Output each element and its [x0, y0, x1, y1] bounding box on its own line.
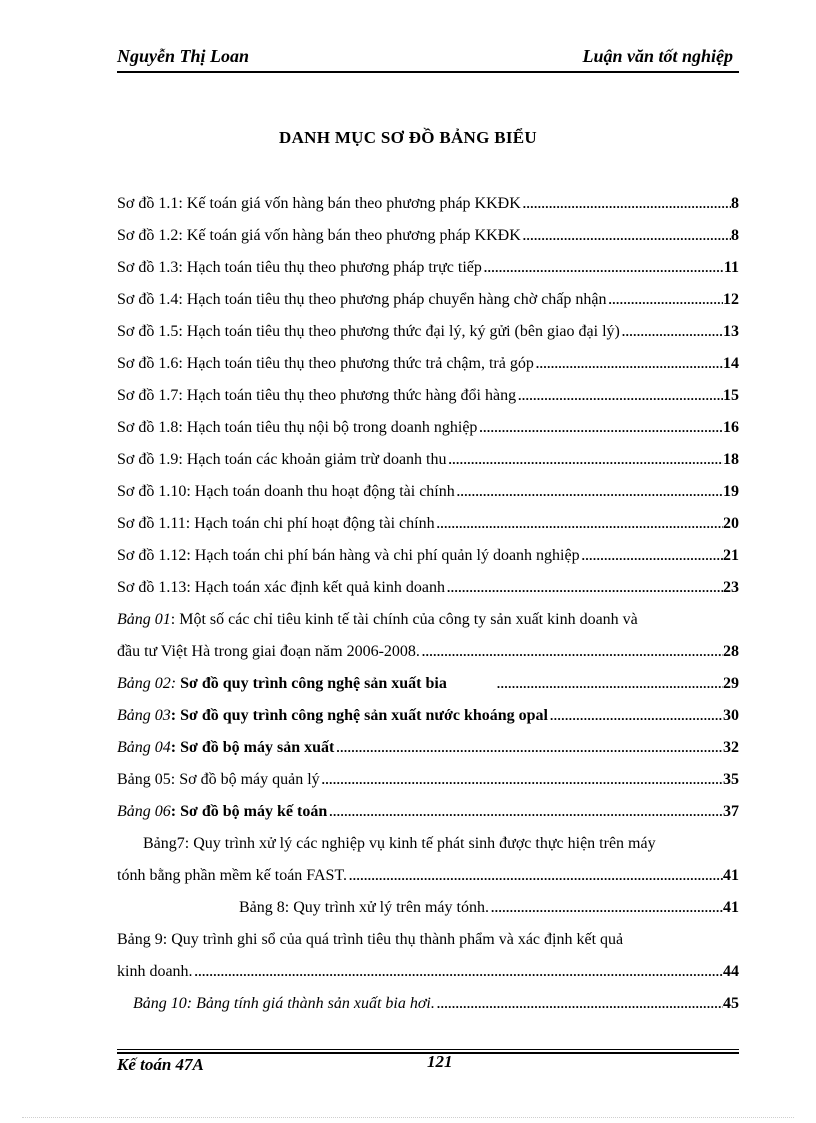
- toc-entry-bang7-line2: [117, 864, 739, 896]
- toc-entry-text: Sơ đồ 1.8: Hạch toán tiêu thụ nội bộ trong doanh nghiệp: [117, 419, 478, 436]
- toc-entry: [117, 192, 739, 224]
- toc-entry: [117, 256, 739, 288]
- toc-entry: [117, 576, 739, 608]
- toc-entry-text: Sơ đồ 1.9: Hạch toán các khoản giảm trừ doanh thu: [117, 451, 447, 468]
- leader-dots: [523, 224, 731, 248]
- leader-dots: [622, 320, 723, 344]
- toc-entry-bang01-line2: [117, 640, 739, 672]
- toc-entry: [117, 416, 739, 448]
- leader-dots: [437, 992, 723, 1016]
- toc-entry-page: 8: [731, 195, 739, 212]
- toc-entry-page: 15: [723, 387, 739, 404]
- leader-dots: [447, 576, 723, 600]
- toc-entry-page: 11: [723, 259, 739, 276]
- page-header: [117, 46, 739, 72]
- bang02-label: Bảng 02:: [117, 675, 177, 692]
- toc-entry-page: 35: [723, 771, 739, 788]
- toc-entry-page: 18: [723, 451, 739, 468]
- toc-entry-bang02: [117, 672, 739, 704]
- leader-dots: [609, 288, 724, 312]
- toc-entry-bang10: [117, 992, 739, 1024]
- toc-entry-page: 23: [723, 579, 739, 596]
- toc-entry: [117, 224, 739, 256]
- bang05-text: Bảng 05: Sơ đồ bộ máy quản lý: [117, 771, 320, 788]
- bang9-text-line1: Bảng 9: Quy trình ghi sổ của quá trình tiêu thụ thành phẩm và xác định kết quả: [117, 931, 624, 948]
- toc-entry-text: Sơ đồ 1.12: Hạch toán chi phí bán hàng và chi phí quản lý doanh nghiệp: [117, 547, 580, 564]
- leader-dots: [329, 800, 723, 824]
- header-author: Nguyễn Thị Loan: [117, 46, 250, 66]
- leader-dots: [523, 192, 731, 216]
- toc-entry-page: 32: [723, 739, 739, 756]
- bang01-label: Bảng 01: [117, 611, 171, 628]
- toc-entry-page: 41: [723, 867, 739, 884]
- bang01-text-line2: đầu tư Việt Hà trong giai đoạn năm 2006-2008.: [117, 643, 420, 660]
- toc-entry-bang04: [117, 736, 739, 768]
- toc-entry-bang9-line2: [117, 960, 739, 992]
- toc-entry-bang9-line1: [117, 928, 739, 960]
- bang03-text: : Sơ đồ quy trình công nghệ sản xuất nước khoáng opal: [170, 707, 548, 724]
- toc-entry-bang05: [117, 768, 739, 800]
- toc-entry-page: 41: [723, 899, 739, 916]
- toc-entry: [117, 448, 739, 480]
- toc-entry-bang7-line1: [117, 832, 739, 864]
- toc-entry: [117, 480, 739, 512]
- toc-entry-page: 29: [723, 675, 739, 692]
- toc-entry-text: Sơ đồ 1.5: Hạch toán tiêu thụ theo phương thức đại lý, ký gửi (bên giao đại lý): [117, 323, 620, 340]
- footer-class: Kế toán 47A: [117, 1055, 204, 1074]
- toc-entry-text: Sơ đồ 1.7: Hạch toán tiêu thụ theo phương thức hàng đổi hàng: [117, 387, 517, 404]
- toc-entry-page: 30: [723, 707, 739, 724]
- bang7-text-line2: tónh bằng phần mềm kế toán FAST.: [117, 867, 348, 884]
- bang06-label: Bảng 06: [117, 803, 171, 820]
- toc-entry-text: Sơ đồ 1.13: Hạch toán xác định kết quả kinh doanh: [117, 579, 445, 596]
- toc-entry-page: 19: [723, 483, 739, 500]
- leader-dots: [336, 736, 723, 760]
- leader-dots: [195, 960, 723, 984]
- header-doc-type: Luận văn tốt nghiệp: [582, 46, 733, 66]
- leader-dots: [484, 256, 724, 280]
- bang9-text-line2: kinh doanh.: [117, 963, 193, 980]
- leader-dots: [518, 384, 723, 408]
- toc-entry: [117, 288, 739, 320]
- leader-dots: [422, 640, 723, 664]
- toc-entry-bang03: [117, 704, 739, 736]
- bang01-text-line1: : Một số các chỉ tiêu kinh tế tài chính của công ty sản xuất kinh doanh và: [170, 611, 638, 628]
- toc-entry-page: 20: [723, 515, 739, 532]
- page-edge-dots: [22, 1117, 794, 1118]
- leader-dots: [479, 416, 723, 440]
- toc-entry-page: 12: [723, 291, 739, 308]
- toc-entry-bang8: [117, 896, 739, 928]
- header-divider: [117, 71, 739, 73]
- leader-dots: [491, 896, 723, 920]
- toc-entry: [117, 512, 739, 544]
- toc-entry-text: Sơ đồ 1.6: Hạch toán tiêu thụ theo phương thức trả chậm, trả góp: [117, 355, 534, 372]
- toc-entry-page: 44: [723, 963, 739, 980]
- bang10-text: Bảng 10: Bảng tính giá thành sản xuất bia hơi.: [133, 995, 435, 1012]
- toc-entry: [117, 352, 739, 384]
- leader-dots: [550, 704, 723, 728]
- toc-entry-page: 13: [723, 323, 739, 340]
- leader-dots: [437, 512, 723, 536]
- leader-dots: [497, 672, 723, 696]
- bang7-text-line1: Bảng7: Quy trình xử lý các nghiệp vụ kinh tế phát sinh được thực hiện trên máy: [143, 835, 656, 852]
- bang04-label: Bảng 04: [117, 739, 171, 756]
- toc-entry-text: Sơ đồ 1.3: Hạch toán tiêu thụ theo phương pháp trực tiếp: [117, 259, 482, 276]
- bang06-text: : Sơ đồ bộ máy kế toán: [170, 803, 328, 820]
- table-of-figures: [117, 192, 739, 1024]
- leader-dots: [536, 352, 723, 376]
- toc-entry: [117, 544, 739, 576]
- bang04-text: : Sơ đồ bộ máy sản xuất: [170, 739, 335, 756]
- bang02-text: Sơ đồ quy trình công nghệ sản xuất bia: [176, 675, 447, 692]
- toc-entry-page: 45: [723, 995, 739, 1012]
- toc-entry-page: 21: [723, 547, 739, 564]
- toc-entry-text: Sơ đồ 1.10: Hạch toán doanh thu hoạt động tài chính: [117, 483, 455, 500]
- leader-dots: [449, 448, 724, 472]
- bang8-text: Bảng 8: Quy trình xử lý trên máy tónh.: [239, 899, 489, 916]
- leader-dots: [322, 768, 723, 792]
- toc-entry-page: 16: [723, 419, 739, 436]
- toc-entry-bang01-line1: [117, 608, 739, 640]
- leader-dots: [457, 480, 723, 504]
- toc-entry-text: Sơ đồ 1.2: Kế toán giá vốn hàng bán theo phương pháp KKĐK: [117, 227, 521, 244]
- toc-entry-bang06: [117, 800, 739, 832]
- footer-page-number: 121: [427, 1052, 453, 1071]
- toc-entry-page: 14: [723, 355, 739, 372]
- footer-divider-thin: [117, 1049, 739, 1050]
- toc-entry-page: 8: [731, 227, 739, 244]
- leader-dots: [349, 864, 723, 888]
- toc-entry: [117, 384, 739, 416]
- toc-entry: [117, 320, 739, 352]
- toc-entry-page: 37: [723, 803, 739, 820]
- toc-entry-page: 28: [723, 643, 739, 660]
- toc-entry-text: Sơ đồ 1.11: Hạch toán chi phí hoạt động tài chính: [117, 515, 435, 532]
- page-title: DANH MỤC SƠ ĐỒ BẢNG BIỂU: [279, 128, 537, 147]
- bang03-label: Bảng 03: [117, 707, 171, 724]
- leader-dots: [582, 544, 723, 568]
- toc-entry-text: Sơ đồ 1.1: Kế toán giá vốn hàng bán theo phương pháp KKĐK: [117, 195, 521, 212]
- toc-entry-text: Sơ đồ 1.4: Hạch toán tiêu thụ theo phương pháp chuyển hàng chờ chấp nhận: [117, 291, 607, 308]
